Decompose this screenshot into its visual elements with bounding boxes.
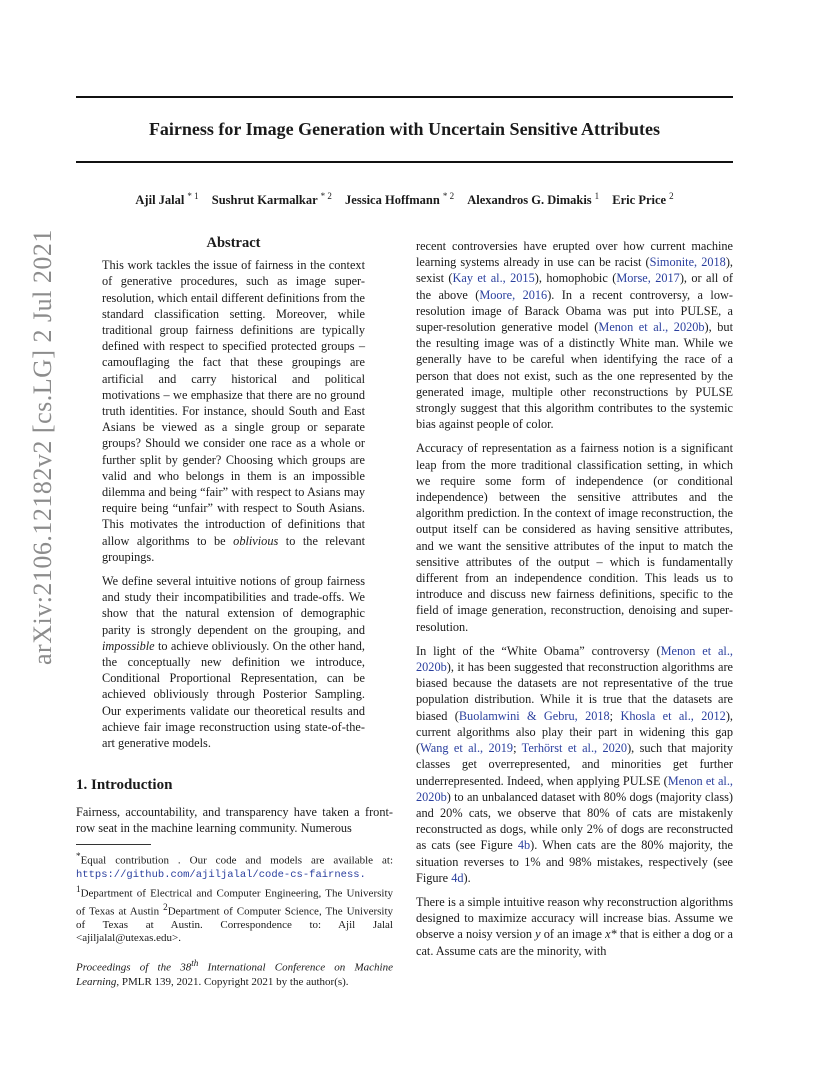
- body-paragraph: In light of the “White Obama” controversy (Menon et al., 2020b), it has been suggested that reconstruction algorithms are biased because the datasets are not representative of the true population distribution. While it is true that the datasets are biased (Buolamwini & Gebru, 2018; Khosla et al., 2012), current algorithms also play their part in widening this gap (Wang et al., 2019; Terhörst et al., 2020), such that majority classes get overrepresented, and minorities get further underrepresented. Indeed, when applying PULSE (Menon et al., 2020b) to an unbalanced dataset with 80% dogs (majority class) and 20% cats, we observe that 80% of cats are mistakenly reconstructed as dogs, while only 2% of dogs are reconstructed as cats (see Figure 4b). When cats are the 80% majority, the situation reverses to 1% and 98% mistakes, respectively (see Figure 4d).: [416, 643, 734, 885]
- math-symbol: y: [535, 927, 541, 942]
- author: Sushrut Karmalkar $^{* 2}$: [211, 191, 332, 208]
- code-link[interactable]: https://github.com/ajiljalal/code-cs-fairness.: [76, 869, 366, 882]
- footnote: *Equal contribution . Our code and models are available at: https://github.com/ajiljalal/code-cs-fairness. $^1$Department of Electrical and Computer Engineering, The University of Texas at Austin $^2$Department of Computer Science, The University of Texas at Austin. Correspondence to: Ajil Jalal <ajiljalal@utexas.edu>.: [76, 850, 394, 945]
- citation-link[interactable]: Menon et al., 2020b: [598, 320, 705, 335]
- citation-link[interactable]: Terhörst et al., 2020: [521, 741, 628, 756]
- citation-link[interactable]: Wang et al., 2019: [420, 741, 514, 756]
- author-list: [76, 191, 733, 208]
- left-column: [76, 235, 393, 997]
- author: Ajil Jalal $^{* 1}$: [135, 191, 199, 208]
- abstract-heading: Abstract: [206, 235, 261, 251]
- title-rule-bottom: [76, 161, 733, 163]
- title-rule-top: [76, 96, 733, 98]
- right-column: [416, 238, 733, 967]
- paper-title: Fairness for Image Generation with Uncertain Sensitive Attributes: [148, 119, 661, 139]
- author: Eric Price $^2$: [612, 191, 674, 208]
- citation-link[interactable]: Buolamwini & Gebru, 2018: [458, 708, 610, 723]
- abstract-paragraph: This work tackles the issue of fairness in the context of generative procedures, such as image super-resolution, which entail different definitions from the standard classification setting. Moreover, while traditional group fairness definitions are typically defined with respect to specified protected groups – camouflaging the fact that these groupings are artificial and carry historical and political motivations – we emphasize that there are no ground truth identities. For instance, should South and East Asians be viewed as a single group or separate groups? Should we consider one race as a whole or further split by gender? Choosing which groups are valid and who belongs in them is an impossible dilemma and being “fair” with respect to Asians may require being “unfair” with respect to South Asians. This motivates the introduction of definitions that allow algorithms to be oblivious to the relevant groupings.: [102, 258, 366, 564]
- body-paragraph: Accuracy of representation as a fairness notion is a significant leap from the more traditional classification setting, in which we require some form of independence (or conditional independence) between the sensitive attributes and the algorithm prediction. In the context of image reconstruction, the output itself can be considered as having sensitive attributes, and we want the sensitive attributes of the input to match the sensitive attributes of the output – which is fundamentally different from an independence condition. This leads us to introduce and discuss new fairness definitions, specific to the field of image generation, reconstruction, denoising and super-resolution.: [416, 441, 733, 634]
- figure-ref-link[interactable]: 4d: [451, 870, 464, 885]
- author: Jessica Hoffmann $^{* 2}$: [345, 191, 455, 208]
- citation-link[interactable]: Morse, 2017: [616, 271, 680, 286]
- figure-ref-link[interactable]: 4b: [517, 838, 531, 853]
- section-heading-introduction: 1. Introduction: [76, 777, 173, 794]
- body-paragraph: Fairness, accountability, and transparency have taken a front-row seat in the machine learning community. Numerous: [76, 804, 393, 835]
- footnote-rule: [76, 844, 151, 845]
- arxiv-identifier: arXiv:2106.12182v2 [cs.LG] 2 Jul 2021: [28, 229, 57, 665]
- abstract-paragraph: We define several intuitive notions of group fairness and study their incompatibilities and trade-offs. We show that the natural extension of demographic parity is strongly dependent on the grouping, and impossible to achieve obliviously. On the other hand, the conceptually new definition we introduce, Conditional Proportional Representation, can be achieved obliviously through Posterior Sampling. Our experiments validate our theoretical results and achieve fair image reconstruction using state-of-the-art generative models.: [102, 574, 366, 751]
- citation-link[interactable]: Kay et al., 2015: [452, 271, 535, 286]
- author: Alexandros G. Dimakis $^1$: [467, 191, 600, 208]
- body-paragraph: There is a simple intuitive reason why reconstruction algorithms designed to maximize accuracy will increase bias. Assume we observe a noisy version y of an image x* that is either a dog or a cat. Assume cats are the minority, with: [416, 894, 733, 958]
- body-paragraph: recent controversies have erupted over how current machine learning systems already in use can be racist (Simonite, 2018), sexist (Kay et al., 2015), homophobic (Morse, 2017), or all of the above (Moore, 2016). In a recent controversy, a low-resolution image of Barack Obama was put into PULSE, a super-resolution generative model (Menon et al., 2020b), but the resulting image was of a distinctly White man. While we generally have to be careful when identifying the race of a person that does not exist, such as the one represented by the generated image, multiple other reconstructions by PULSE strongly suggest that this algorithm contributes to the systemic bias against people of color.: [416, 239, 733, 432]
- citation-link[interactable]: Menon et al., 2020b: [416, 773, 733, 804]
- citation-link[interactable]: Menon et al., 2020b: [416, 643, 733, 675]
- citation-link[interactable]: Khosla et al., 2012: [620, 708, 726, 723]
- citation-link[interactable]: Moore, 2016: [479, 287, 548, 302]
- math-symbol: x*: [605, 927, 617, 942]
- proceedings-note: Proceedings of the 38th International Conference on Machine Learning, PMLR 139, 2021. Copyright 2021 by the author(s).: [76, 957, 393, 988]
- abstract-section: [76, 235, 393, 751]
- citation-link[interactable]: Simonite, 2018: [649, 255, 726, 270]
